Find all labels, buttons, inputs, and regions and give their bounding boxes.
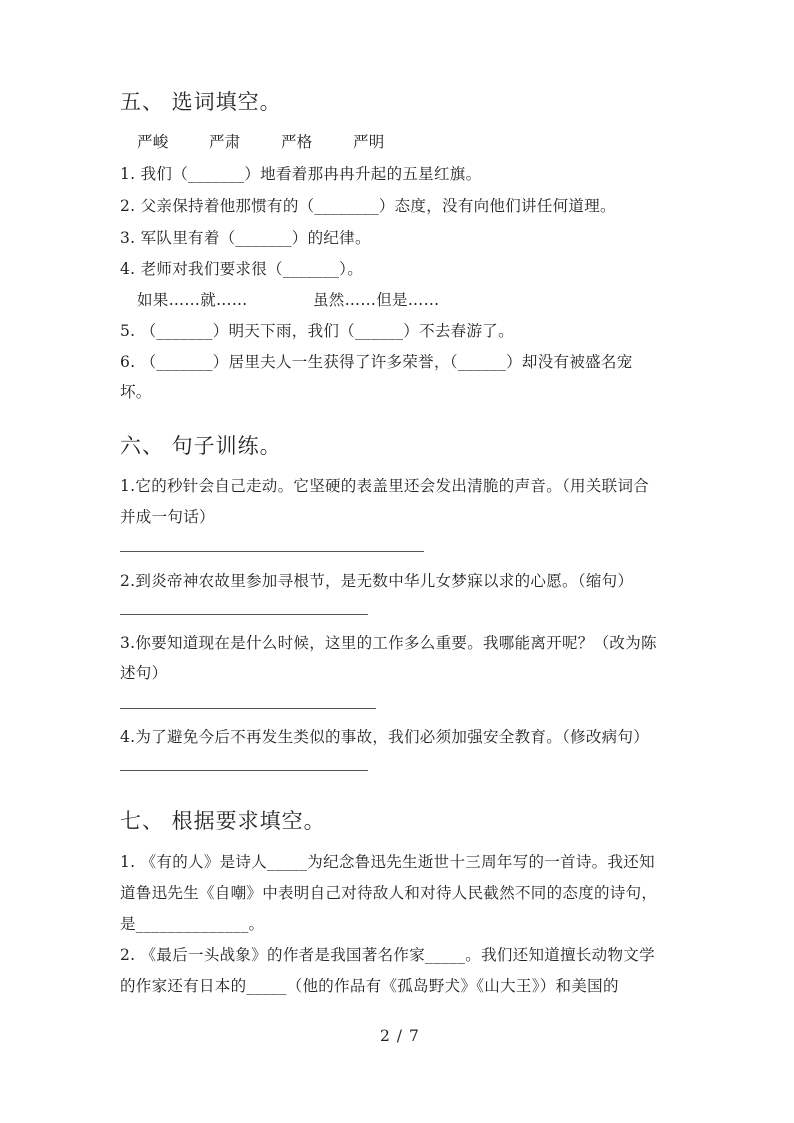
s5-question-6-line-1: 6. （_______）居里夫人一生获得了许多荣誉，（______）却没有被盛名宠: [120, 353, 633, 371]
answer-line-3[interactable]: [120, 708, 376, 709]
conjunction-option-2: 虽然……但是……: [313, 291, 440, 309]
conjunction-option-1: 如果……就……: [137, 291, 248, 309]
s6-question-3-line-1: 3.你要知道现在是什么时候，这里的工作多么重要。我哪能离开呢？（改为陈: [120, 634, 657, 652]
s7-question-1-line-1: 1. 《有的人》是诗人_____为纪念鲁迅先生逝世十三周年写的一首诗。我还知: [120, 853, 655, 871]
word-option-3: 严格: [281, 133, 313, 151]
answer-line-4[interactable]: [120, 770, 368, 771]
s5-question-5: 5. （_______）明天下雨，我们（______）不去春游了。: [120, 322, 514, 340]
s5-question-2: 2. 父亲保持着他那惯有的（________）态度，没有向他们讲任何道理。: [120, 197, 616, 215]
s5-question-4: 4. 老师对我们要求很（_______）。: [120, 260, 364, 278]
s5-question-6-line-2: 坏。: [120, 383, 152, 401]
s7-question-2-line-1: 2. 《最后一头战象》的作者是我国著名作家_____。我们还知道擅长动物文学: [120, 946, 655, 964]
s7-question-2-line-2: 的作家还有日本的_____（他的作品有《孤岛野犬》《山大王》）和美国的: [120, 977, 619, 995]
s6-question-1-line-1: 1.它的秒针会自己走动。它坚硬的表盖里还会发出清脆的声音。（用关联词合: [120, 477, 650, 495]
s5-question-1: 1. 我们（_______）地看着那冉冉升起的五星红旗。: [120, 165, 482, 183]
word-option-1: 严峻: [137, 133, 169, 151]
s6-question-1-line-2: 并成一句话）: [120, 508, 215, 526]
s6-question-4: 4.为了避免今后不再发生类似的事故，我们必须加强安全教育。（修改病句）: [120, 728, 650, 746]
s6-question-3-line-2: 述句）: [120, 664, 168, 682]
s6-question-2: 2.到炎帝神农故里参加寻根节，是无数中华儿女梦寐以求的心愿。（缩句）: [120, 572, 634, 590]
s7-question-1-line-2: 道鲁迅先生《自嘲》中表明自己对待敌人和对待人民截然不同的态度的诗句，: [120, 884, 658, 902]
answer-line-1[interactable]: [120, 551, 424, 552]
s7-question-1-line-3: 是______________。: [120, 915, 265, 933]
section-7-heading: 七、 根据要求填空。: [120, 809, 326, 833]
answer-line-2[interactable]: [120, 614, 368, 615]
word-option-2: 严肃: [209, 133, 241, 151]
section-5-heading: 五、 选词填空。: [120, 90, 282, 114]
section-6-heading: 六、 句子训练。: [120, 434, 282, 458]
page-number: 2 / 7: [380, 1027, 420, 1045]
word-option-4: 严明: [353, 133, 385, 151]
s5-question-3: 3. 军队里有着（_______）的纪律。: [120, 229, 371, 247]
